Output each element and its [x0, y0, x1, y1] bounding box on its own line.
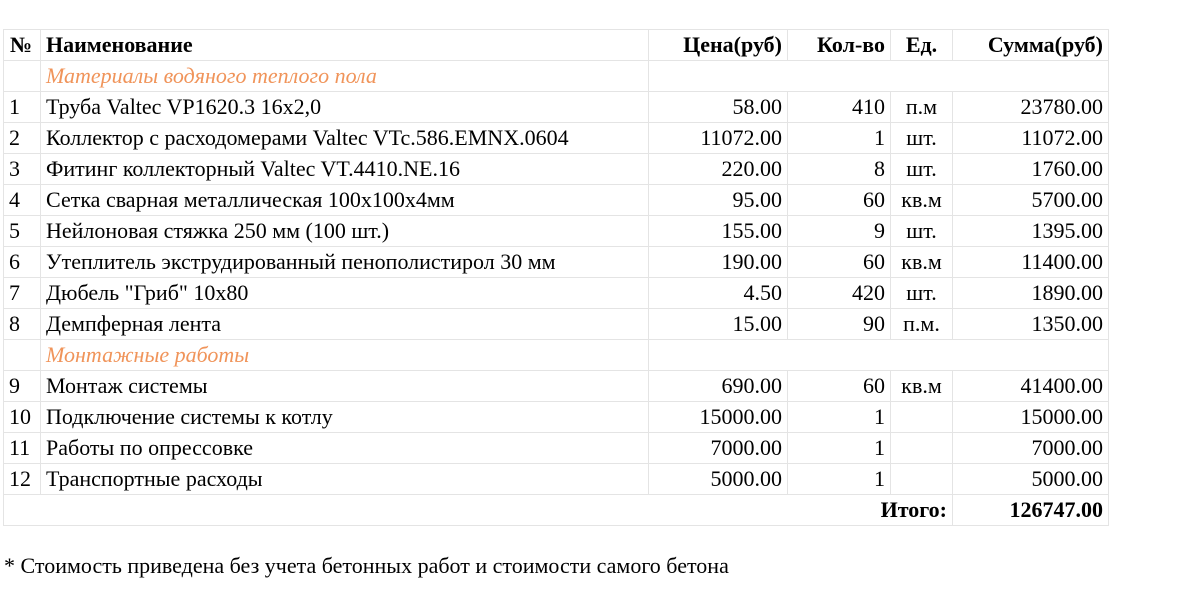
- row-unit: [891, 402, 953, 433]
- total-label: Итого:: [4, 495, 953, 526]
- row-num: 3: [4, 154, 41, 185]
- row-price: 11072.00: [649, 123, 788, 154]
- header-num: №: [4, 30, 41, 61]
- row-price: 690.00: [649, 371, 788, 402]
- row-unit: п.м: [891, 92, 953, 123]
- row-qty: 410: [788, 92, 891, 123]
- table-body: [4, 61, 1109, 526]
- row-sum: 1760.00: [953, 154, 1109, 185]
- row-num: 2: [4, 123, 41, 154]
- row-sum: 7000.00: [953, 433, 1109, 464]
- row-num: 7: [4, 278, 41, 309]
- header-price: Цена(руб): [649, 30, 788, 61]
- row-price: 190.00: [649, 247, 788, 278]
- section-num-cell: [4, 340, 41, 371]
- row-name: Труба Valtec VP1620.3 16x2,0: [41, 92, 649, 123]
- row-name: Утеплитель экструдированный пенополистирол 30 мм: [41, 247, 649, 278]
- row-price: 15000.00: [649, 402, 788, 433]
- row-sum: 11072.00: [953, 123, 1109, 154]
- row-num: 6: [4, 247, 41, 278]
- table-row: [4, 464, 1109, 495]
- header-unit: Ед.: [891, 30, 953, 61]
- table-row: [4, 278, 1109, 309]
- row-qty: 60: [788, 185, 891, 216]
- row-num: 4: [4, 185, 41, 216]
- row-num: 9: [4, 371, 41, 402]
- section-title: Материалы водяного теплого пола: [41, 61, 649, 92]
- row-unit: [891, 433, 953, 464]
- row-qty: 9: [788, 216, 891, 247]
- row-sum: 1890.00: [953, 278, 1109, 309]
- row-name: Сетка сварная металлическая 100х100х4мм: [41, 185, 649, 216]
- row-qty: 1: [788, 123, 891, 154]
- row-unit: шт.: [891, 216, 953, 247]
- row-sum: 23780.00: [953, 92, 1109, 123]
- table-row: [4, 371, 1109, 402]
- total-value: 126747.00: [953, 495, 1109, 526]
- table-row: [4, 309, 1109, 340]
- row-num: 8: [4, 309, 41, 340]
- table-row: [4, 216, 1109, 247]
- row-price: 155.00: [649, 216, 788, 247]
- row-price: 5000.00: [649, 464, 788, 495]
- table-row: [4, 433, 1109, 464]
- table-header-row: [4, 30, 1109, 61]
- section-num-cell: [4, 61, 41, 92]
- row-name: Транспортные расходы: [41, 464, 649, 495]
- row-sum: 1350.00: [953, 309, 1109, 340]
- table-row: [4, 92, 1109, 123]
- row-unit: кв.м: [891, 371, 953, 402]
- row-unit: [891, 464, 953, 495]
- row-unit: шт.: [891, 278, 953, 309]
- row-name: Дюбель "Гриб" 10х80: [41, 278, 649, 309]
- table-row: [4, 402, 1109, 433]
- row-num: 5: [4, 216, 41, 247]
- header-sum: Сумма(руб): [953, 30, 1109, 61]
- row-qty: 420: [788, 278, 891, 309]
- row-unit: шт.: [891, 154, 953, 185]
- estimate-container: [3, 29, 1109, 526]
- row-num: 10: [4, 402, 41, 433]
- row-unit: кв.м: [891, 247, 953, 278]
- total-row: [4, 495, 1109, 526]
- table-row: [4, 185, 1109, 216]
- row-price: 220.00: [649, 154, 788, 185]
- row-sum: 41400.00: [953, 371, 1109, 402]
- row-sum: 15000.00: [953, 402, 1109, 433]
- section-empty-cell: [649, 340, 1109, 371]
- row-price: 7000.00: [649, 433, 788, 464]
- row-unit: кв.м: [891, 185, 953, 216]
- row-name: Коллектор с расходомерами Valtec VTc.586.EMNX.0604: [41, 123, 649, 154]
- row-qty: 1: [788, 402, 891, 433]
- footnote: * Стоимость приведена без учета бетонных работ и стоимости самого бетона: [4, 553, 729, 578]
- row-price: 15.00: [649, 309, 788, 340]
- row-qty: 60: [788, 371, 891, 402]
- row-name: Фитинг коллекторный Valtec VT.4410.NE.16: [41, 154, 649, 185]
- row-name: Нейлоновая стяжка 250 мм (100 шт.): [41, 216, 649, 247]
- row-sum: 5700.00: [953, 185, 1109, 216]
- row-price: 4.50: [649, 278, 788, 309]
- row-sum: 11400.00: [953, 247, 1109, 278]
- row-name: Работы по опрессовке: [41, 433, 649, 464]
- table-row: [4, 123, 1109, 154]
- table-row: [4, 247, 1109, 278]
- header-name: Наименование: [41, 30, 649, 61]
- row-num: 12: [4, 464, 41, 495]
- row-name: Подключение системы к котлу: [41, 402, 649, 433]
- row-sum: 1395.00: [953, 216, 1109, 247]
- row-qty: 8: [788, 154, 891, 185]
- row-unit: шт.: [891, 123, 953, 154]
- row-qty: 60: [788, 247, 891, 278]
- row-name: Монтаж системы: [41, 371, 649, 402]
- header-qty: Кол-во: [788, 30, 891, 61]
- section-row-installation: [4, 340, 1109, 371]
- row-name: Демпферная лента: [41, 309, 649, 340]
- table-row: [4, 154, 1109, 185]
- section-row-materials: [4, 61, 1109, 92]
- section-empty-cell: [649, 61, 1109, 92]
- row-num: 11: [4, 433, 41, 464]
- row-qty: 1: [788, 433, 891, 464]
- row-price: 95.00: [649, 185, 788, 216]
- estimate-table: [3, 29, 1109, 526]
- row-unit: п.м.: [891, 309, 953, 340]
- row-sum: 5000.00: [953, 464, 1109, 495]
- row-qty: 90: [788, 309, 891, 340]
- row-num: 1: [4, 92, 41, 123]
- section-title: Монтажные работы: [41, 340, 649, 371]
- row-price: 58.00: [649, 92, 788, 123]
- row-qty: 1: [788, 464, 891, 495]
